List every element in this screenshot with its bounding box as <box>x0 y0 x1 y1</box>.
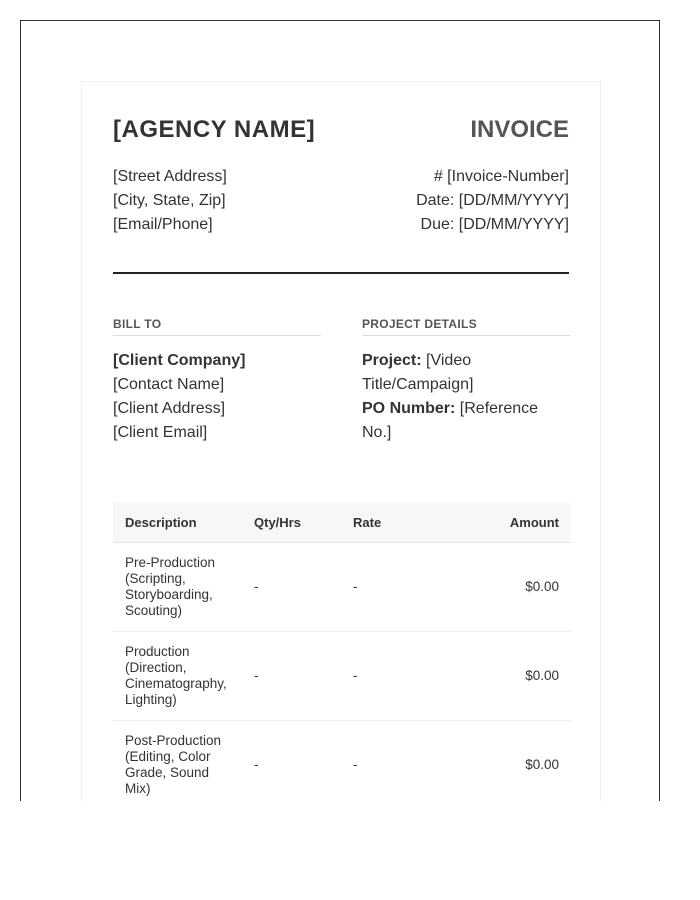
table-row <box>113 543 571 632</box>
po-value: [Reference No.] <box>362 400 539 441</box>
project-details-block <box>362 349 552 445</box>
row-description: Post-Production (Editing, Color Grade, Sound Mix) <box>113 721 242 802</box>
header-rate: Rate <box>341 502 465 543</box>
row-amount: $0.00 <box>465 721 571 802</box>
agency-street: [Street Address] <box>113 168 227 185</box>
project-line <box>362 349 552 397</box>
po-label: PO Number: <box>362 400 456 417</box>
table-header-row <box>113 502 571 543</box>
invoice-page <box>81 81 601 801</box>
row-amount: $0.00 <box>465 543 571 632</box>
header-divider <box>113 272 569 274</box>
row-description: Pre-Production (Scripting, Storyboarding, Scouting) <box>113 543 242 632</box>
row-qty: - <box>242 632 341 721</box>
line-items-table <box>113 502 571 801</box>
row-description: Production (Direction, Cinematography, Lighting) <box>113 632 242 721</box>
client-email: [Client Email] <box>113 424 208 441</box>
header-amount: Amount <box>465 502 571 543</box>
row-qty: - <box>242 721 341 802</box>
row-qty: - <box>242 543 341 632</box>
bill-to-heading: BILL TO <box>113 317 321 336</box>
client-company: [Client Company] <box>113 352 246 369</box>
row-rate: - <box>341 543 465 632</box>
invoice-number: # [Invoice-Number] <box>433 168 569 185</box>
header-description: Description <box>113 502 242 543</box>
client-address: [Client Address] <box>113 400 226 417</box>
document-viewport[interactable] <box>20 20 660 801</box>
invoice-header <box>113 116 569 148</box>
agency-name: [AGENCY NAME] <box>113 116 316 143</box>
table-row <box>113 632 571 721</box>
project-details-heading: PROJECT DETAILS <box>362 317 570 336</box>
invoice-date: Date: [DD/MM/YYYY] <box>416 192 569 209</box>
client-contact: [Contact Name] <box>113 376 225 393</box>
row-amount: $0.00 <box>465 632 571 721</box>
table-row <box>113 721 571 802</box>
invoice-meta <box>416 165 569 237</box>
row-rate: - <box>341 632 465 721</box>
project-label: Project: <box>362 352 422 369</box>
project-value: [Video Title/Campaign] <box>362 352 474 393</box>
invoice-title: INVOICE <box>470 116 569 143</box>
po-line <box>362 397 552 445</box>
row-rate: - <box>341 721 465 802</box>
agency-address <box>113 165 227 237</box>
bill-to-block <box>113 349 323 445</box>
invoice-due-date: Due: [DD/MM/YYYY] <box>420 216 569 233</box>
agency-contact: [Email/Phone] <box>113 216 213 233</box>
agency-city: [City, State, Zip] <box>113 192 226 209</box>
header-qty: Qty/Hrs <box>242 502 341 543</box>
